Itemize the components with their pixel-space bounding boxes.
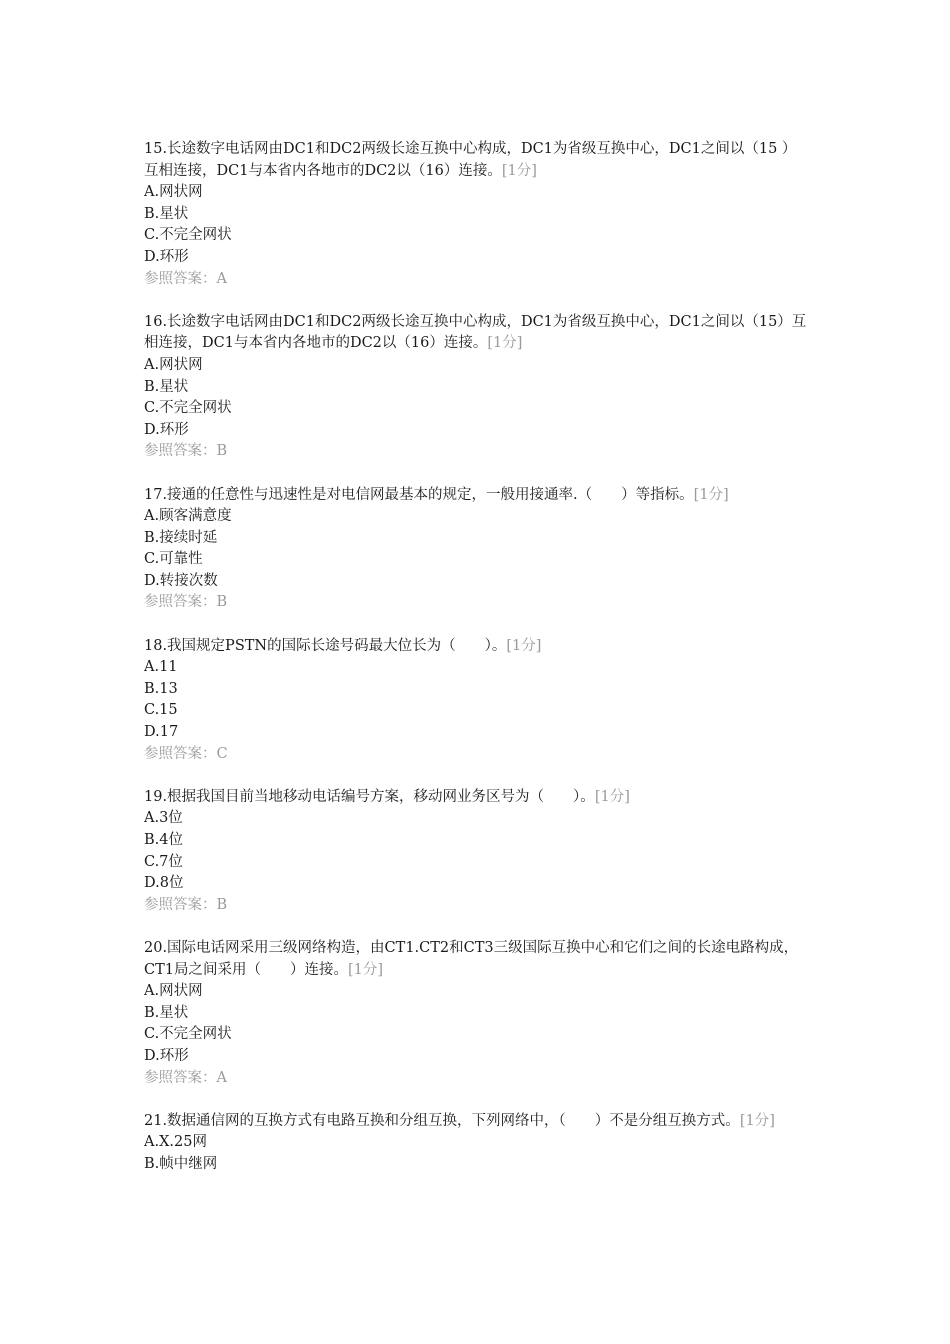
option-b: B.接续时延 [144,529,218,546]
question-text: 19.根据我国目前当地移动电话编号方案，移动网业务区号为（ ）。[1分] [144,788,630,805]
score-label: [1分] [501,162,537,179]
option-c: C.7位 [144,853,183,870]
score-label: [1分] [693,486,729,503]
question-text: 18.我国规定PSTN的国际长途号码最大位长为（ ）。[1分] [144,637,542,654]
option-d: D.环形 [144,248,189,265]
option-b: B.星状 [144,205,189,222]
option-c: C.不完全网状 [144,400,232,417]
question-text: 15.长途数字电话网由DC1和DC2两级长途互换中心构成，DC1为省级互换中心，DC1之间以（15 ）互相连接，DC1与本省内各地市的DC2以（16）连接。[1分] [144,141,797,179]
score-label: [1分] [487,335,523,352]
reference-answer: 参照答案：A [144,270,227,287]
option-a: A.顾客满意度 [144,508,232,525]
score-label: [1分] [506,637,542,654]
question-text: 17.接通的任意性与迅速性是对电信网最基本的规定，一般用接通率.（ ）等指标。[1分] [144,486,729,503]
reference-answer: 参照答案：C [144,745,228,762]
option-b: B.星状 [144,1004,189,1021]
option-d: D.17 [144,724,179,741]
question-18 [144,636,809,766]
option-d: D.8位 [144,875,184,892]
question-text: 20.国际电话网采用三级网络构造，由CT1.CT2和CT3三级国际互换中心和它们之间的长途电路构成，CT1局之间采用（ ）连接。[1分] [144,939,799,978]
question-19 [144,787,809,917]
reference-answer: 参照答案：A [144,1069,227,1086]
document-page [144,139,809,1197]
question-16 [144,312,809,463]
score-label: [1分] [348,961,384,978]
question-21 [144,1111,809,1176]
option-a: A.网状网 [144,983,203,1000]
score-label: [1分] [594,788,630,805]
option-d: D.环形 [144,1047,189,1064]
question-text: 21.数据通信网的互换方式有电路互换和分组互换，下列网络中，（ ）不是分组互换方式。[1分] [144,1112,775,1129]
option-b: B.星状 [144,378,189,395]
question-15 [144,139,809,290]
reference-answer: 参照答案：B [144,896,228,913]
option-a: A.3位 [144,810,183,827]
option-a: A.X.25网 [144,1134,207,1151]
question-17 [144,485,809,615]
option-c: C.15 [144,702,178,719]
option-c: C.可靠性 [144,551,203,568]
option-d: D.转接次数 [144,572,218,589]
option-a: A.网状网 [144,356,203,373]
option-b: B.帧中继网 [144,1155,218,1172]
score-label: [1分] [739,1112,775,1129]
option-c: C.不完全网状 [144,1026,232,1043]
option-d: D.环形 [144,421,189,438]
reference-answer: 参照答案：B [144,443,228,460]
option-a: A.11 [144,659,178,676]
option-c: C.不完全网状 [144,227,232,244]
option-b: B.13 [144,680,178,697]
reference-answer: 参照答案：B [144,594,228,611]
question-20 [144,938,809,1089]
question-text: 16.长途数字电话网由DC1和DC2两级长途互换中心构成，DC1为省级互换中心，DC1之间以（15）互相连接，DC1与本省内各地市的DC2以（16）连接。[1分] [144,313,807,352]
option-b: B.4位 [144,832,183,848]
option-a: A.网状网 [144,184,203,201]
